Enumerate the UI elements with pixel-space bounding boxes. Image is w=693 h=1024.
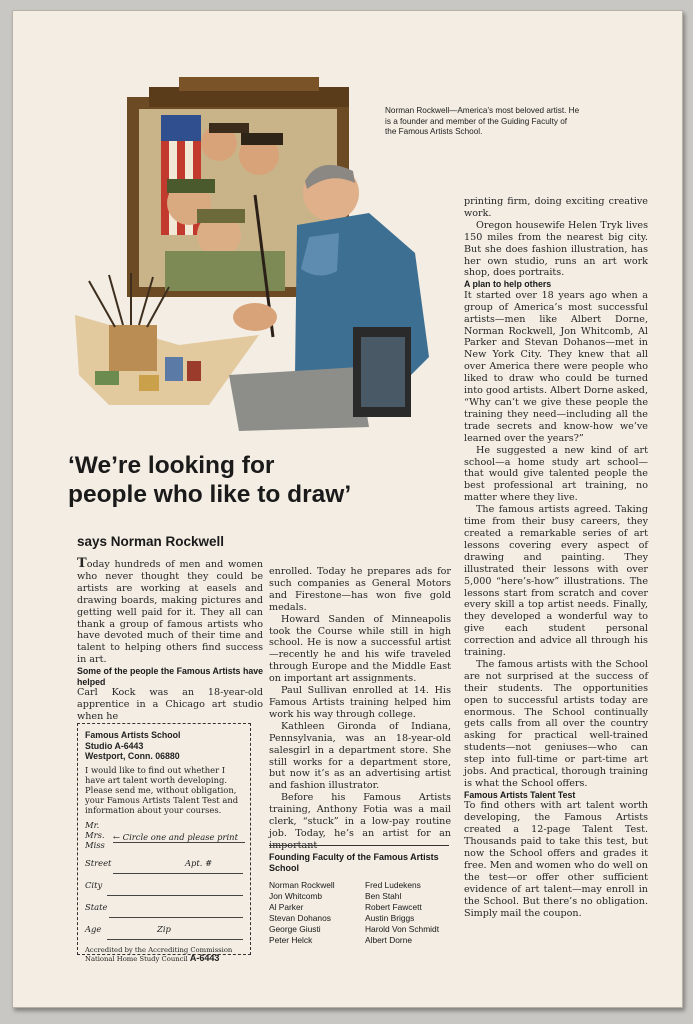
age-zip-field[interactable]: Age Zip [85,924,243,944]
circle-instruction: ← Circle one and please print [113,831,238,842]
paragraph-helen-tryk: Oregon housewife Helen Tryk lives 150 miles from the nearest big city. But she does fashion illustration, has her own studio, runs an art work shop, does portraits. [464,219,648,279]
column-3 [464,196,648,919]
headline-line-1: ‘We’re looking for [68,452,275,479]
paragraph-talent-test: To find others with art talent worth developing, the Famous Artists created a 12-page Talent Test. Thousands paid to take this test, but now the School offers and grades it free. Men and women who do well on the test—or offer other sufficient evidence of art talent—may enroll in the School. But there’s no obligation. Simply mail the coupon. [464,800,648,919]
paragraph-carl-cont: enrolled. Today he prepares ads for such companies as General Motors and Firestone—has won five gold medals. [269,566,451,613]
paragraph-paul-sullivan: Paul Sullivan enrolled at 14. His Famous Artists training helped him work his way through college. [269,685,451,720]
founding-faculty [269,845,459,947]
title-mrs[interactable]: Mrs. [85,829,105,840]
paragraph-opportunities: The famous artists with the School are not surprised at the success of their students. The opportunities open to successful artists today are enormous. The School continually gets calls from all over the country asking for practical well-trained students—not geniuses—who can step into full-time or part-time art jobs. And practical, thorough training is what the School offers. [464,658,648,789]
drop-cap: T [77,556,87,571]
faculty-member: Al Parker [269,902,304,913]
faculty-member: George Giusti [269,924,321,935]
paragraph-kathleen-gironda: Kathleen Gironda of Indiana, Pennsylvania, was an 18-year-old salesgirl in a department store. She still works for a department store, but now it’s as an advertising artist and fashion illustrator. [269,720,451,792]
illustration-caption: Norman Rockwell—America’s most beloved artist. He is a founder and member of the Guiding Faculty of the Famous Artists School. [385,106,580,136]
subheading-talent-test: Famous Artists Talent Test [464,789,576,800]
apt-label: Apt. # [185,857,213,868]
magazine-page [12,10,683,1008]
column-2 [269,566,451,852]
state-field[interactable]: State [85,902,243,922]
paragraph-carl-kock: Carl Kock was an 18-year-old apprentice in a Chicago art studio when he [77,687,263,722]
coupon-code: A-6443 [189,953,220,964]
coupon-request-text: I would like to find out whether I have art talent worth developing. Please send me, without obligation, your Famous Artists Talent Test and information about your courses. [85,764,239,816]
street-field[interactable]: Street Apt. # [85,858,243,878]
faculty-member: Harold Von Schmidt [365,924,440,935]
faculty-member: Fred Ludekens [365,880,421,890]
name-line[interactable] [113,832,245,843]
paragraph-artists-agreed: The famous artists agreed. Taking time from their busy careers, they created a remarkable series of art lessons covering every aspect of drawing and painting. They illustrated their lessons with over 5,000 “here’s-how” illustrations. The lessons start from scratch and cover every skill a top artist needs. Finally, they developed a wonderful way to give each student personal correction and advice all through his training. [464,504,648,659]
subheading-plan: A plan to help others [464,279,552,290]
faculty-member: Stevan Dohanos [269,913,331,924]
paragraph-plan: It started over 18 years ago when a group of America’s most successful artists—men like Albert Dorne, Norman Rockwell, Jon Whitcomb, Al Parker and Stevan Dohanos—met in New York City. They knew that all over America there were people who liked to draw who could be turned into good artists. Albert Dorne asked, “Why can’t we give these people the training they need—including all the trade secrets and know-how we’ve learned over the years?” [464,289,648,444]
headline-line-2: people who like to draw’ [68,481,352,508]
faculty-member: Albert Dorne [365,935,413,946]
coupon-address: Westport, Conn. 06880 [85,751,180,761]
paragraph-howard-sanden: Howard Sanden of Minneapolis took the Course while still in high school. He is now a successful artist—recently he and his wife traveled through Europe and the Middle East on important art assignments. [269,613,451,685]
faculty-member: Robert Fawcett [365,902,422,913]
coupon-studio: Studio A-6443 [85,740,144,751]
zip-label: Zip [157,923,171,934]
title-choice[interactable] [85,820,243,856]
title-miss[interactable]: Miss [85,839,105,850]
paragraph-suggestion: He suggested a new kind of art school—a home study art school—that would give talented people the best professional art training, no matter where they live. [464,444,648,504]
faculty-title: Founding Faculty of the Famous Artists School [269,852,439,873]
accreditation-note: Accredited by the Accrediting Commission National Home Study Council A-6443 [85,945,233,964]
title-mr[interactable]: Mr. [85,819,100,830]
subheading-people-helped: Some of the people the Famous Artists have helped [77,666,263,687]
city-field[interactable]: City [85,880,243,900]
faculty-member: Ben Stahl [365,891,402,902]
column-1 [77,558,263,723]
paragraph-anthony-fotia: Before his Famous Artists training, Anthony Fotia was a mail clerk, “stuck” in a low-pay routine job. Today, he’s an artist for an important [269,792,451,851]
paragraph-intro: Today hundreds of men and women who never thought they could be artists are working at easels and drawing boards, making pictures and getting well paid for it. They all can thank a group of famous artists who have devoted much of their time and talent to helping others find success in art. [77,556,263,666]
headline [68,451,468,509]
faculty-member: Norman Rockwell [269,880,335,890]
faculty-member: Peter Helck [269,935,313,946]
byline: says Norman Rockwell [77,534,225,549]
coupon-school: Famous Artists School [85,730,181,740]
faculty-list [269,880,459,947]
faculty-member: Austin Briggs [365,913,415,924]
faculty-member: Jon Whitcomb [269,891,323,902]
mail-coupon[interactable] [77,723,251,964]
paragraph-fotia-cont: printing firm, doing exciting creative work. [464,196,648,219]
